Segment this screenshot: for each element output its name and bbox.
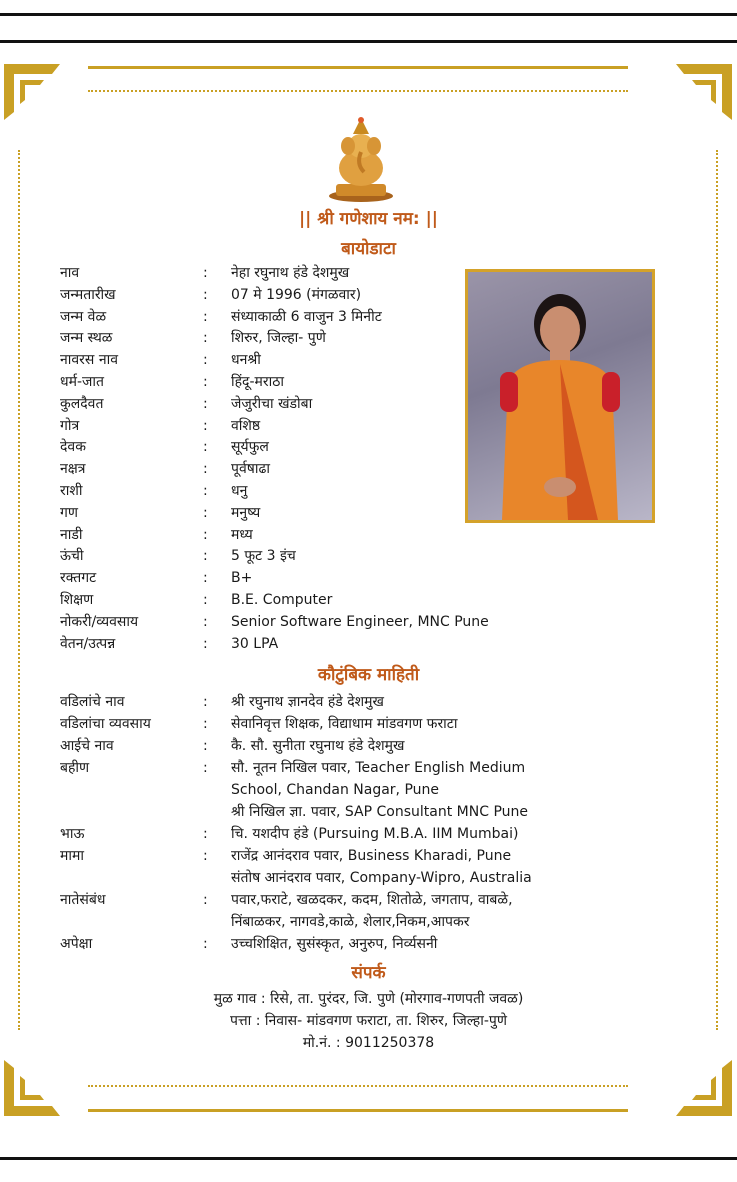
field-value: 30 LPA bbox=[231, 635, 279, 652]
person-portrait-icon bbox=[468, 272, 652, 520]
field-value: Senior Software Engineer, MNC Pune bbox=[231, 613, 489, 630]
field-colon: : bbox=[203, 374, 208, 390]
field-label: नावरस नाव bbox=[60, 352, 118, 369]
field-label: जन्म वेळ bbox=[60, 308, 107, 325]
field-label: राशी bbox=[60, 483, 83, 499]
field-label: वडिलांचा व्यवसाय bbox=[60, 716, 151, 732]
dotted-border-top bbox=[88, 90, 628, 92]
field-label: नक्षत्र bbox=[60, 461, 86, 478]
field-colon: : bbox=[203, 439, 208, 456]
field-value: 5 फूट 3 इंच bbox=[231, 548, 296, 565]
field-colon: : bbox=[203, 694, 208, 710]
ganesha-idol-icon bbox=[326, 116, 396, 202]
field-colon: : bbox=[203, 936, 208, 952]
corner-ornament-bottom-right bbox=[672, 1056, 732, 1116]
field-label: गण bbox=[60, 504, 79, 521]
top-rule-1 bbox=[0, 13, 737, 16]
field-label: वडिलांचे नाव bbox=[60, 694, 125, 710]
field-value: B+ bbox=[231, 570, 253, 587]
field-value: चि. यशदीप हंडे (Pursuing M.B.A. IIM Mumbai) bbox=[231, 826, 519, 842]
dotted-border-right bbox=[716, 150, 718, 1030]
field-colon: : bbox=[203, 760, 208, 776]
field-colon: : bbox=[203, 716, 208, 732]
field-colon: : bbox=[203, 892, 208, 908]
mama-line-2: संतोष आनंदराव पवार, Company-Wipro, Australia bbox=[231, 870, 532, 886]
field-label: भाऊ bbox=[60, 826, 85, 842]
top-rule-2 bbox=[0, 40, 737, 43]
profile-photo bbox=[465, 269, 655, 523]
gold-line-top bbox=[88, 66, 628, 69]
field-value: धनु bbox=[231, 483, 248, 499]
field-value: पूर्वषाढा bbox=[231, 461, 270, 478]
field-colon: : bbox=[203, 308, 208, 325]
field-colon: : bbox=[203, 635, 208, 652]
field-value: पवार,फराटे, खळदकर, कदम, शितोळे, जगताप, वाबळे, bbox=[231, 892, 513, 908]
field-label: वेतन/उत्पन्न bbox=[60, 635, 116, 652]
field-colon: : bbox=[203, 265, 208, 281]
field-label: आईचे नाव bbox=[60, 738, 114, 754]
field-label: नाव bbox=[60, 265, 80, 281]
gold-line-bottom bbox=[88, 1109, 628, 1112]
field-value: उच्चशिक्षित, सुसंस्कृत, अनुरुप, निर्व्यसनी bbox=[231, 936, 438, 952]
field-colon: : bbox=[203, 504, 208, 521]
field-colon: : bbox=[203, 848, 208, 864]
relatives-line-2: निंबाळकर, नागवडे,काळे, शेलार,निकम,आपकर bbox=[231, 914, 470, 930]
field-label: जन्म स्थळ bbox=[60, 330, 113, 347]
corner-ornament-top-left bbox=[4, 64, 64, 124]
field-label: कुलदैवत bbox=[60, 395, 104, 412]
field-value: धनश्री bbox=[231, 352, 261, 369]
address: पत्ता : निवास- मांडवगण फराटा, ता. शिरुर, जिल्हा-पुणे bbox=[230, 1013, 507, 1029]
field-value: नेहा रघुनाथ हंडे देशमुख bbox=[231, 265, 350, 281]
field-colon: : bbox=[203, 417, 208, 434]
field-value: वशिष्ठ bbox=[231, 417, 261, 434]
field-label: देवक bbox=[60, 439, 86, 456]
sister-line-2: School, Chandan Nagar, Pune bbox=[231, 782, 439, 798]
field-colon: : bbox=[203, 461, 208, 478]
field-label: अपेक्षा bbox=[60, 936, 93, 952]
field-value: 07 मे 1996 (मंगळवार) bbox=[231, 286, 362, 303]
bottom-rule bbox=[0, 1157, 737, 1160]
field-label: रक्तगट bbox=[60, 570, 97, 587]
field-label: बहीण bbox=[60, 760, 90, 776]
field-value: B.E. Computer bbox=[231, 592, 333, 608]
shloka-heading: || श्री गणेशाय नम: || bbox=[298, 209, 439, 229]
field-label: गोत्र bbox=[60, 417, 80, 434]
corner-ornament-bottom-left bbox=[4, 1056, 64, 1116]
field-label: धर्म-जात bbox=[60, 374, 105, 390]
field-colon: : bbox=[203, 738, 208, 754]
field-colon: : bbox=[203, 592, 208, 608]
field-colon: : bbox=[203, 570, 208, 587]
dotted-border-bottom bbox=[88, 1085, 628, 1087]
field-value: मनुष्य bbox=[231, 504, 261, 521]
field-colon: : bbox=[203, 613, 208, 630]
field-colon: : bbox=[203, 548, 208, 565]
dotted-border-left bbox=[18, 150, 20, 1030]
field-value: सौ. नूतन निखिल पवार, Teacher English Medium bbox=[231, 760, 526, 776]
field-label: नाडी bbox=[60, 526, 83, 543]
field-value: हिंदू-मराठा bbox=[231, 374, 285, 390]
field-colon: : bbox=[203, 395, 208, 412]
field-label: मामा bbox=[60, 848, 84, 864]
family-heading: कौटुंबिक माहिती bbox=[317, 665, 420, 685]
mobile-number: मो.नं. : 9011250378 bbox=[302, 1035, 435, 1051]
native-village: मुळ गाव : रिसे, ता. पुरंदर, जि. पुणे (मोरगाव-गणपती जवळ) bbox=[213, 991, 524, 1007]
field-value: संध्याकाळी 6 वाजुन 3 मिनीट bbox=[231, 308, 382, 325]
field-colon: : bbox=[203, 330, 208, 347]
field-label: शिक्षण bbox=[60, 592, 94, 608]
field-label: नोकरी/व्यवसाय bbox=[60, 613, 139, 630]
field-value: सूर्यफुल bbox=[231, 439, 269, 456]
field-value: राजेंद्र आनंदराव पवार, Business Kharadi, Pune bbox=[231, 848, 512, 864]
field-value: मध्य bbox=[231, 526, 253, 543]
field-value: जेजुरीचा खंडोबा bbox=[231, 395, 313, 412]
field-colon: : bbox=[203, 483, 208, 499]
field-label: जन्मतारीख bbox=[60, 286, 116, 303]
field-colon: : bbox=[203, 352, 208, 369]
biodata-title: बायोडाटा bbox=[341, 239, 396, 259]
contact-heading: संपर्क bbox=[351, 963, 386, 983]
field-label: नातेसंबंध bbox=[60, 892, 106, 908]
field-value: सेवानिवृत्त शिक्षक, विद्याधाम मांडवगण फराटा bbox=[231, 716, 458, 732]
field-value: कै. सौ. सुनीता रघुनाथ हंडे देशमुख bbox=[231, 738, 405, 754]
field-value: शिरुर, जिल्हा- पुणे bbox=[231, 330, 326, 347]
corner-ornament-top-right bbox=[672, 64, 732, 124]
field-value: श्री रघुनाथ ज्ञानदेव हंडे देशमुख bbox=[231, 694, 384, 710]
field-colon: : bbox=[203, 526, 208, 543]
field-colon: : bbox=[203, 826, 208, 842]
field-label: ऊंची bbox=[60, 548, 84, 565]
field-colon: : bbox=[203, 286, 208, 303]
sister-line-3: श्री निखिल ज्ञा. पवार, SAP Consultant MNC Pune bbox=[231, 804, 528, 820]
